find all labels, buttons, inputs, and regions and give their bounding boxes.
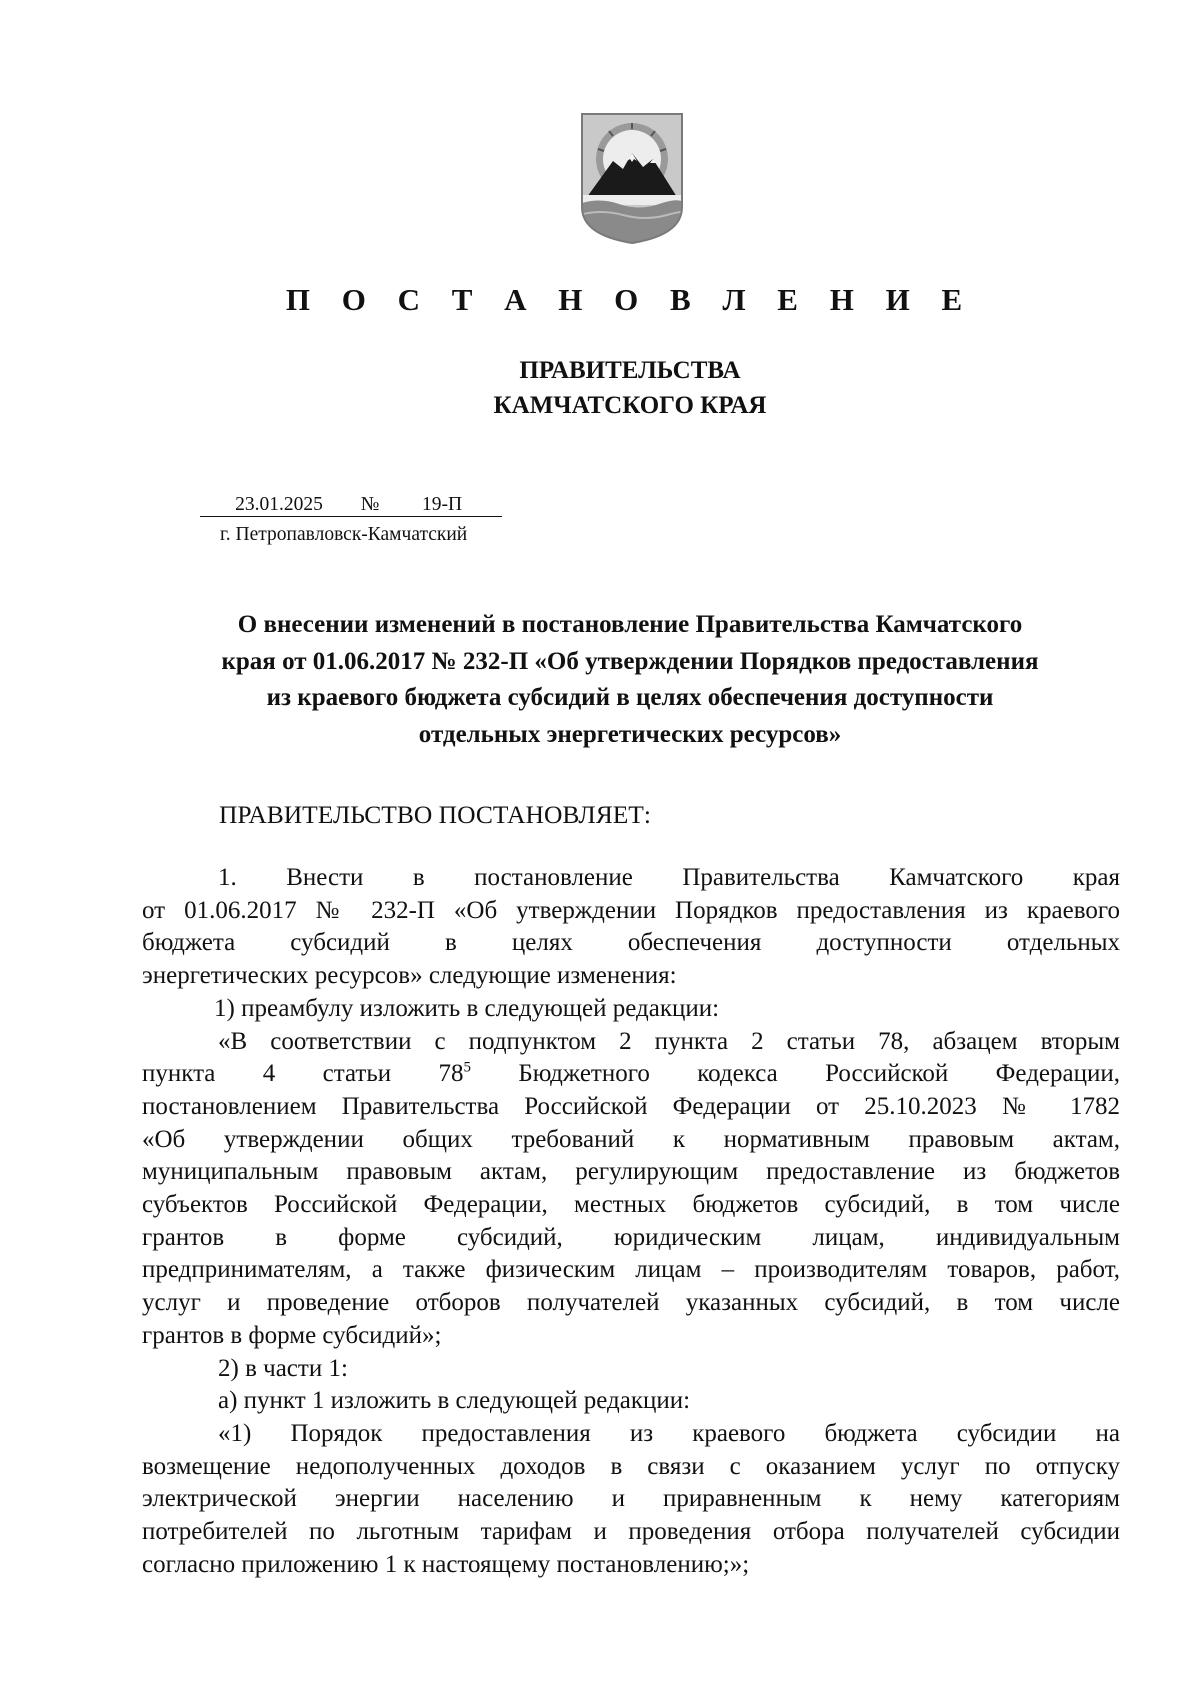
document-date: 23.01.2025 bbox=[200, 494, 358, 517]
body-line: постановлением Правительства Российской Федерации от 25.10.2023 № 1782 bbox=[142, 1092, 1120, 1120]
document-subject bbox=[140, 607, 1120, 753]
body-line: от 01.06.2017 № 232-П «Об утверждении Порядков предоставления из краевого bbox=[142, 896, 1120, 924]
subject-line: из краевого бюджета субсидий в целях обеспечения доступности bbox=[266, 684, 994, 711]
body-line: «В соответствии с подпунктом 2 пункта 2 статьи 78, абзацем вторым bbox=[218, 1027, 1120, 1055]
coat-of-arms-emblem bbox=[579, 111, 685, 245]
body-line: потребителей по льготным тарифам и проведения отбора получателей субсидии bbox=[142, 1518, 1120, 1546]
superscript: 5 bbox=[463, 1059, 472, 1076]
body-line: бюджета субсидий в целях обеспечения доступности отдельных bbox=[142, 929, 1120, 957]
body-line: 1. Внести в постановление Правительства Камчатского края bbox=[218, 864, 1120, 891]
body-line-with-superscript bbox=[142, 1058, 1120, 1091]
body-line: энергетических ресурсов» следующие изменения: bbox=[142, 962, 677, 990]
body-text: пункта 4 статьи 78 bbox=[142, 1060, 464, 1088]
body-line: 1) преамбулу изложить в следующей редакции: bbox=[214, 994, 720, 1022]
paragraph-5 bbox=[142, 1385, 1120, 1418]
issuer-line-2: КАМЧАТСКОГО КРАЯ bbox=[493, 392, 767, 419]
body-line: грантов в форме субсидий»; bbox=[142, 1321, 442, 1349]
paragraph-3 bbox=[142, 1026, 1120, 1353]
date-number-line bbox=[200, 494, 502, 517]
body-line: электрической энергии населению и приравненным к нему категориям bbox=[142, 1485, 1120, 1513]
body-line: а) пункт 1 изложить в следующей редакции: bbox=[218, 1387, 691, 1415]
body-line: предпринимателям, а также физическим лицам – производителям товаров, работ, bbox=[142, 1256, 1120, 1284]
paragraph-4 bbox=[142, 1353, 1120, 1386]
body-line: возмещение недополученных доходов в связи с оказанием услуг по отпуску bbox=[142, 1452, 1120, 1480]
document-number: 19-П bbox=[382, 494, 502, 517]
paragraph-1 bbox=[142, 862, 1120, 993]
body-line: грантов в форме субсидий, юридическим лицам, индивидуальным bbox=[142, 1223, 1120, 1251]
body-text: Бюджетного кодекса Российской Федерации, bbox=[471, 1060, 1120, 1088]
body-line: муниципальным правовым актам, регулирующим предоставление из бюджетов bbox=[142, 1158, 1120, 1186]
paragraph-6 bbox=[142, 1418, 1120, 1582]
body-line: согласно приложению 1 к настоящему постановлению;»; bbox=[142, 1550, 750, 1578]
document-body bbox=[142, 862, 1120, 1581]
document-city: г. Петропавловск-Камчатский bbox=[220, 524, 468, 545]
subject-line: отдельных энергетических ресурсов» bbox=[418, 720, 842, 748]
issuer-line-1: ПРАВИТЕЛЬСТВА bbox=[519, 357, 741, 384]
subject-line: края от 01.06.2017 № 232-П «Об утверждении Порядков предоставления bbox=[221, 647, 1039, 675]
number-sign: № bbox=[358, 494, 382, 517]
body-line: 2) в части 1: bbox=[218, 1354, 348, 1382]
body-line: услуг и проведение отборов получателей указанных субсидий, в том числе bbox=[142, 1289, 1120, 1317]
body-line: «1) Порядок предоставления из краевого бюджета субсидии на bbox=[218, 1419, 1120, 1447]
paragraph-2 bbox=[142, 993, 1120, 1026]
body-line: «Об утверждении общих требований к нормативным правовым актам, bbox=[142, 1125, 1120, 1153]
document-title: П О С Т А Н О В Л Е Н И Е bbox=[285, 282, 975, 317]
body-line: субъектов Российской Федерации, местных бюджетов субсидий, в том числе bbox=[142, 1191, 1120, 1219]
decree-phrase: ПРАВИТЕЛЬСТВО ПОСТАНОВЛЯЕТ: bbox=[219, 800, 651, 829]
subject-line: О внесении изменений в постановление Правительства Камчатского bbox=[237, 611, 1023, 638]
